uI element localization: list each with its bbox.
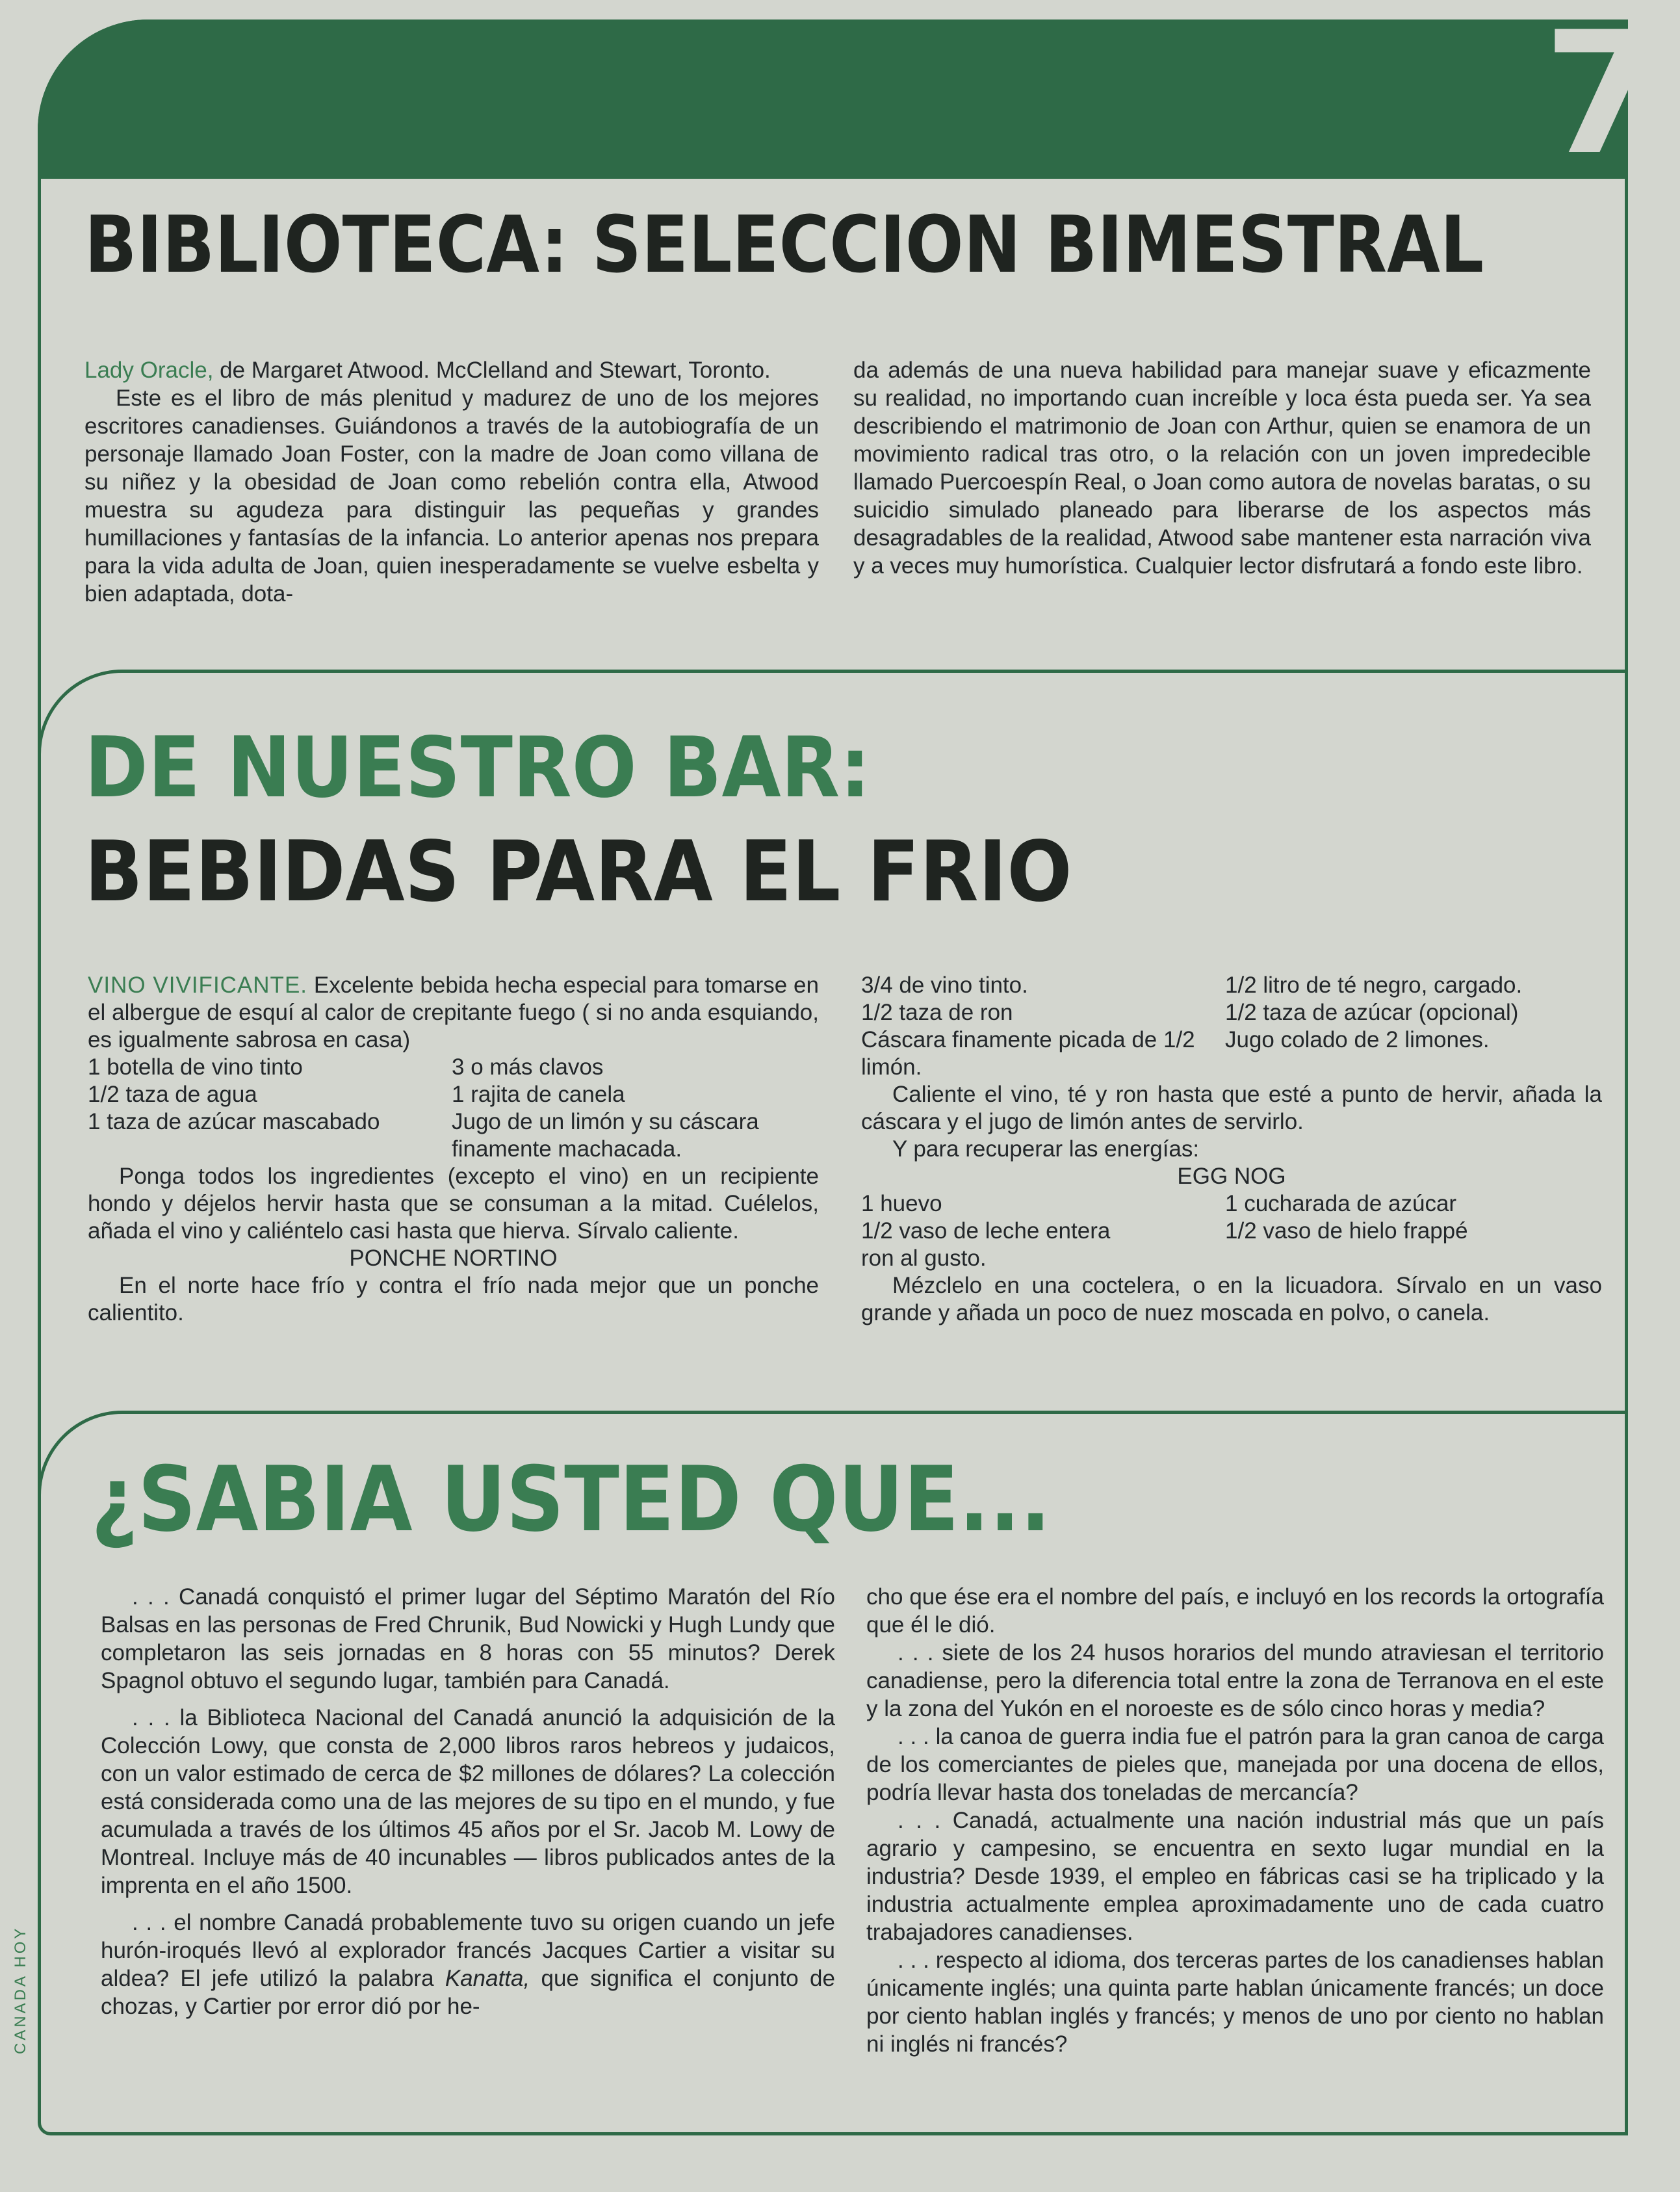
ingredient: 1/2 litro de té negro, cargado. <box>1225 972 1523 998</box>
recipe-ponche-ingredients <box>861 972 1602 1081</box>
ingredient: 3 o más clavos <box>452 1054 604 1080</box>
fact-paragraph <box>101 1909 835 2020</box>
ingredient: 1/2 taza de agua <box>88 1082 257 1107</box>
ingredient: 1 rajita de canela <box>452 1082 625 1107</box>
book-credits: de Margaret Atwood. McClelland and Stewart, Toronto. <box>220 358 771 383</box>
biblioteca-intro <box>84 356 819 384</box>
biblioteca-review-part-2: da además de una nueva habilidad para manejar suave y eficazmente su realidad, no importando cuan increíble y loca ésta pueda ser. Ya sea describiendo el matrimonio de Joan con Arthur, quien se enamora de un movimiento radical tras otro, o la relación con un joven impredecible llamado Puercoespín Real, o Joan como autora de novelas baratas, o su suicidio simulado planeado para liberarse de los aspectos más desagradables de la realidad, Atwood sabe mantener esta narración viva y a veces muy humorística. Cualquier lector disfrutará a fondo este libro. <box>853 358 1591 579</box>
publication-side-label: CANADA HOY <box>12 1925 29 2054</box>
recipe-vino-intro <box>88 972 819 1054</box>
fact-paragraph: . . . Canadá, actualmente una nación industrial más que un país agrario y campesino, se encuentra en sexto lugar mundial en la industria? Desde 1939, el empleo en fábricas casi se ha triplicado y la industria actualmente emplea aproximadamente uno de cada cuatro trabajadores canadienses. <box>866 1808 1604 1945</box>
ingredient: 1 huevo <box>861 1191 942 1216</box>
ingredient: 3/4 de vino tinto. <box>861 972 1028 998</box>
ingredient: 1/2 taza de azúcar (opcional) <box>1225 1000 1519 1025</box>
ingredient: 1 taza de azúcar mascabado <box>88 1109 380 1134</box>
biblioteca-column-1 <box>84 356 819 608</box>
recipe-vino-ingredients <box>88 1054 819 1163</box>
biblioteca-column-2 <box>853 356 1591 580</box>
ingredient: 1/2 taza de ron <box>861 1000 1013 1025</box>
recipe-vino-steps: Ponga todos los ingredientes (excepto el vino) en un recipiente hondo y déjelos hervir hasta que se consuman a la mitad. Cuélelos, añada el vino y caliéntelo casi hasta que hierva. Sírvalo caliente. <box>88 1164 819 1244</box>
ingredient: 1/2 vaso de leche entera <box>861 1218 1111 1244</box>
recipe-eggnog-title: EGG NOG <box>1177 1164 1286 1189</box>
ingredient: 1 cucharada de azúcar <box>1225 1191 1457 1216</box>
ingredient: Cáscara finamente picada de 1/2 limón. <box>861 1027 1195 1080</box>
header-band <box>38 0 1655 192</box>
recipe-ponche-steps: Caliente el vino, té y ron hasta que esté a punto de hervir, añada la cáscara y el jugo de limón antes de servirlo. <box>861 1082 1602 1134</box>
sabia-headline: ¿SABIA USTED QUE... <box>91 1447 1051 1552</box>
bar-headline-line-2: BEBIDAS PARA EL FRIO <box>84 824 1072 920</box>
ingredient <box>1225 1245 1602 1272</box>
fact-paragraph: . . . la Biblioteca Nacional del Canadá anunció la adquisición de la Colección Lowy, que consta de 2,000 libros raros hebreos y judaicos, con un valor estimado de cerca de $2 millones de dólares? La colección está considerada como una de las mejores de su tipo en el mundo, y fue acumulada a través de los últimos 45 años por el Sr. Jacob M. Lowy de Montreal. Incluye más de 40 incunables — libros publicados antes de la imprenta en el año 1500. <box>101 1705 835 1898</box>
recipe-eggnog-steps: Mézclelo en una coctelera, o en la licuadora. Sírvalo en un vaso grande y añada un poco de nuez moscada en polvo, o canela. <box>861 1273 1602 1325</box>
recipe-vino-description: Excelente bebida hecha especial para tomarse en el albergue de esquí al calor de crepitante fuego ( si no anda esquiando, es igualmente sabrosa en casa) <box>88 972 819 1052</box>
fact-text: que significa el conjunto de chozas, y Cartier por error dió por he- <box>101 1966 835 2019</box>
recipe-vino-title: VINO VIVIFICANTE. <box>88 972 308 998</box>
recipe-eggnog-ingredients <box>861 1190 1602 1272</box>
ingredient: Jugo colado de 2 limones. <box>1225 1027 1490 1052</box>
fact-paragraph: . . . Canadá conquistó el primer lugar del Séptimo Maratón del Río Balsas en las personas de Fred Chrunik, Bud Nowicki y Hugh Lundy que completaron las seis jornadas en 8 horas con 55 minutos? Derek Spagnol obtuvo el segundo lugar, también para Canadá. <box>101 1584 835 1693</box>
recipe-eggnog-lead: Y para recuperar las energías: <box>892 1136 1200 1162</box>
ingredient: Jugo de un limón y su cáscara finamente machacada. <box>452 1109 759 1162</box>
fact-paragraph: cho que ése era el nombre del país, e incluyó en los records la ortografía que él le dió. <box>866 1584 1604 1637</box>
ingredient: ron al gusto. <box>861 1246 987 1271</box>
sabia-column-2 <box>866 1583 1604 2058</box>
biblioteca-headline: BIBLIOTECA: SELECCION BIMESTRAL <box>84 200 1484 291</box>
fact-paragraph: . . . la canoa de guerra india fue el patrón para la gran canoa de carga de los comerciantes de pieles que, manejada por una docena de ellos, podría llevar hasta dos toneladas de mercancía? <box>866 1724 1604 1805</box>
kanatta-word: Kanatta, <box>445 1966 530 1991</box>
fact-paragraph: . . . siete de los 24 husos horarios del mundo atraviesan el territorio canadiense, pero la diferencia total entre la zona de Terranova en el este y la zona del Yukón en el noroeste es de sólo cinco horas y media? <box>866 1640 1604 1721</box>
fact-text: . . . el nombre Canadá probablemente tuvo su origen cuando un jefe hurón-iroqués llevó al explorador francés Jacques Cartier a visitar su aldea? El jefe utilizó la palabra <box>101 1910 835 1991</box>
book-title: Lady Oracle, <box>84 358 214 383</box>
ingredient: 1/2 vaso de hielo frappé <box>1225 1218 1468 1244</box>
fact-paragraph: . . . respecto al idioma, dos terceras partes de los canadienses hablan únicamente inglés; una quinta parte hablan únicamente francés; un doce por ciento hablan inglés y francés; y menos de uno por ciento no hablan ni inglés ni francés? <box>866 1948 1604 2057</box>
bar-column-1 <box>88 972 819 1327</box>
biblioteca-review-part-1: Este es el libro de más plenitud y madurez de uno de los mejores escritores canadienses. Guiándonos a través de la autobiografía de un personaje llamado Joan Foster, con la madre de Joan como villana de su niñez y la obesidad de Joan como rebelión contra ella, Atwood muestra su agudeza para distinguir las pequeñas y grandes humillaciones y fantasías de la infancia. Lo anterior apenas nos prepara para la vida adulta de Joan, quien inesperadamente se vuelve esbelta y bien adaptada, dota- <box>84 385 819 607</box>
sabia-column-1 <box>101 1583 835 2020</box>
recipe-ponche-title: PONCHE NORTINO <box>349 1246 558 1271</box>
bar-column-2 <box>861 972 1602 1327</box>
recipe-ponche-intro: En el norte hace frío y contra el frío nada mejor que un ponche calientito. <box>88 1273 819 1325</box>
bar-headline-line-1: DE NUESTRO BAR: <box>84 720 871 816</box>
ingredient: 1 botella de vino tinto <box>88 1054 303 1080</box>
page-number: 7 <box>1544 0 1655 192</box>
